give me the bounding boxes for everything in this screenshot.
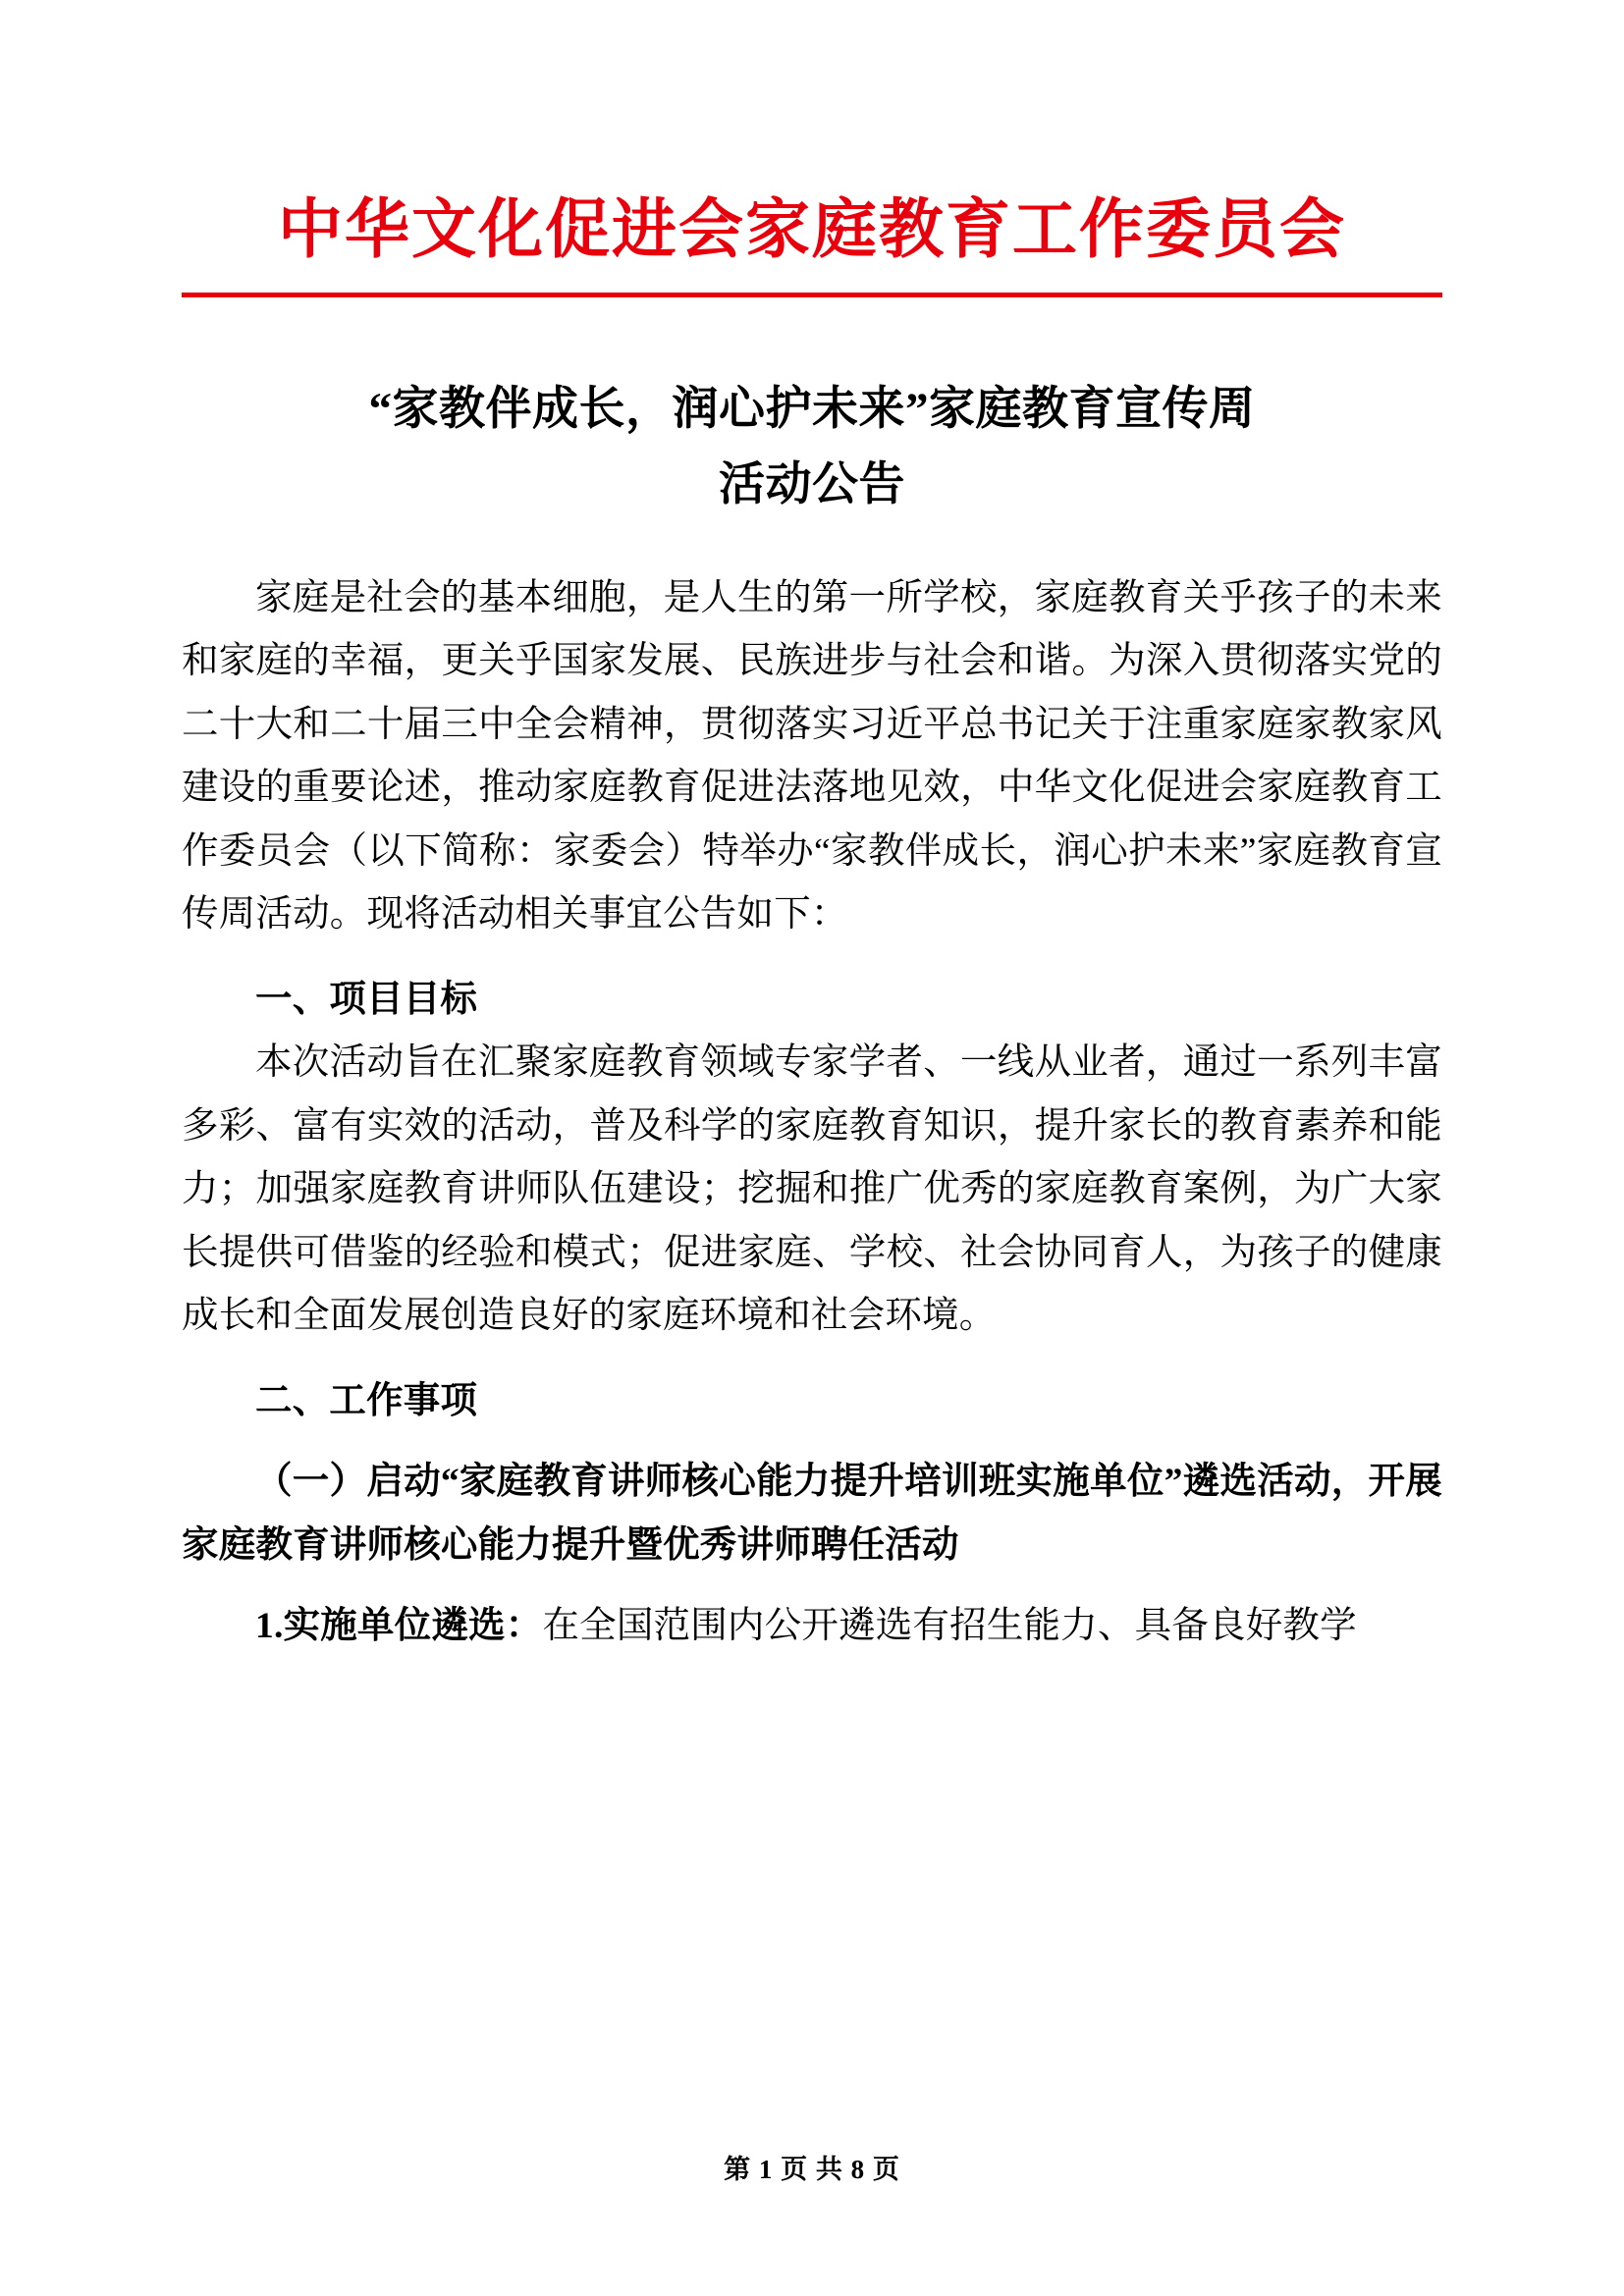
page-footer: 第 1 页 共 8 页	[724, 2155, 900, 2184]
section-1-body: 本次活动旨在汇聚家庭教育领域专家学者、一线从业者，通过一系列丰富多彩、富有实效的活动，普及科学的家庭教育知识，提升家长的教育素养和能力；加强家庭教育讲师队伍建设；挖掘和推广优秀的家庭教育案例，为广大家长提供可借鉴的经验和模式；促进家庭、学校、社会协同育人，为孩子的健康成长和全面发展创造良好的家庭环境和社会环境。	[182, 1042, 1442, 1337]
masthead-divider	[182, 293, 1442, 297]
document-title	[182, 372, 1442, 524]
intro-paragraph: 家庭是社会的基本细胞，是人生的第一所学校，家庭教育关乎孩子的未来和家庭的幸福，更关乎国家发展、民族进步与社会和谐。为深入贯彻落实党的二十大和二十届三中全会精神，贯彻落实习近平总书记关于注重家庭家教家风建设的重要论述，推动家庭教育促进法落地见效，中华文化促进会家庭教育工作委员会（以下简称：家委会）特举办“家教伴成长，润心护未来”家庭教育宣传周活动。现将活动相关事宜公告如下：	[182, 577, 1442, 935]
section-2-item-1	[182, 1595, 1442, 1659]
document-title-line-2: 活动公告	[719, 459, 905, 511]
section-2-item-1-lead: 1.实施单位遴选：	[255, 1606, 543, 1647]
section-heading-2: 二、工作事项	[255, 1380, 478, 1421]
section-2-item-1-text: 在全国范围内公开遴选有招生能力、具备良好教学	[542, 1606, 1357, 1647]
section-2-subheading-1: （一）启动“家庭教育讲师核心能力提升培训班实施单位”遴选活动，开展家庭教育讲师核心能力提升暨优秀讲师聘任活动	[182, 1462, 1442, 1566]
section-heading-1: 一、项目目标	[255, 979, 478, 1020]
organization-masthead: 中华文化促进会家庭教育工作委员会	[278, 190, 1346, 267]
document-title-line-1: “家教伴成长，润心护未来”家庭教育宣传周	[368, 383, 1256, 435]
